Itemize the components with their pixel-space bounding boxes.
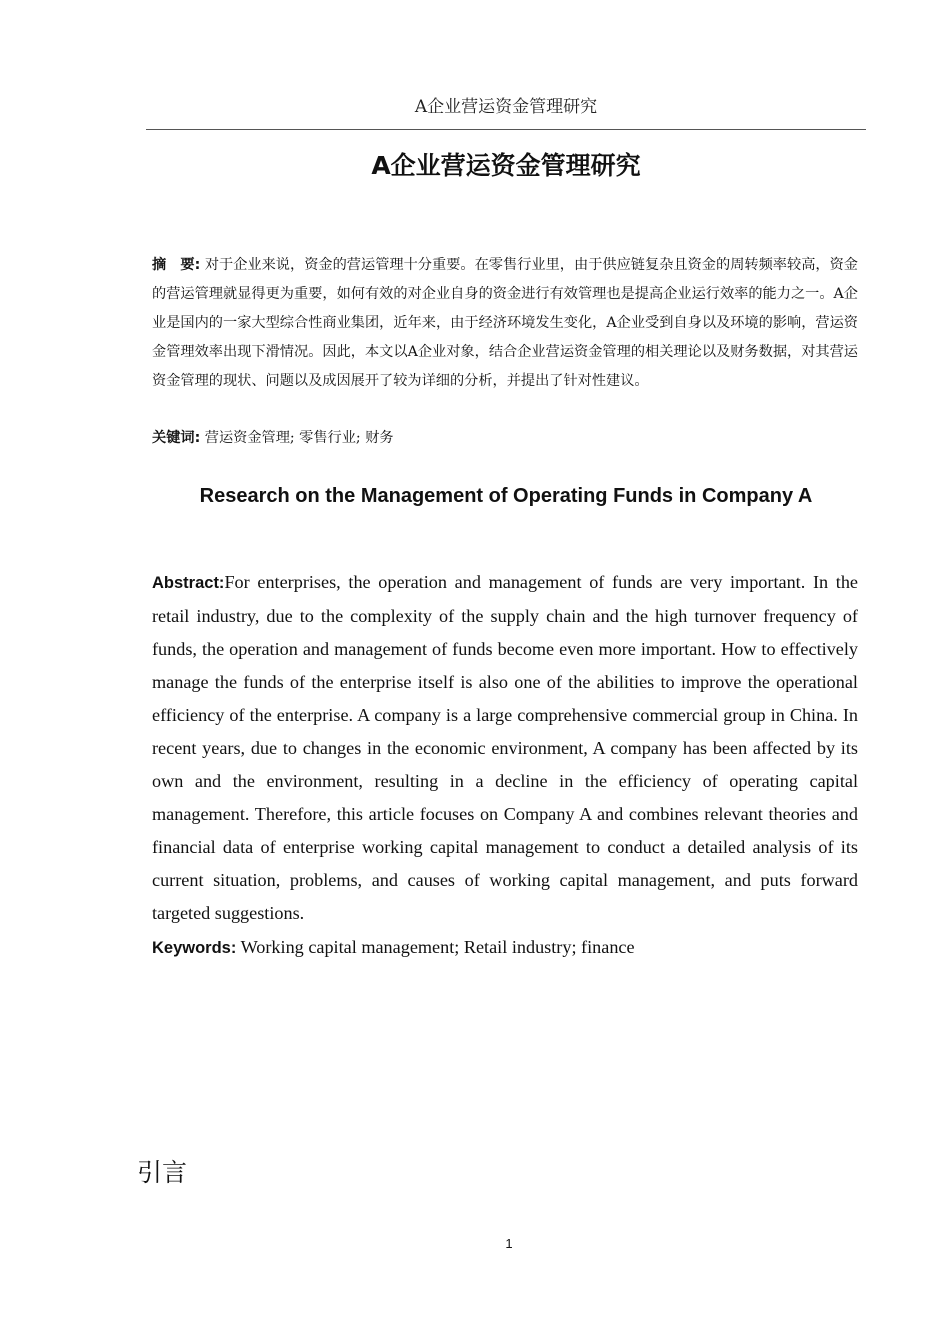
chinese-abstract-label: 摘 要: xyxy=(152,257,201,273)
chinese-keywords-label: 关键词: xyxy=(152,430,201,446)
section-heading-introduction: 引言 xyxy=(137,1158,188,1187)
chinese-keywords xyxy=(152,424,858,453)
chinese-keywords-text: 营运资金管理; 零售行业; 财务 xyxy=(204,430,394,446)
english-title: Research on the Management of Operating Funds in Company A xyxy=(199,485,813,507)
english-keywords-label: Keywords: xyxy=(152,939,237,957)
english-abstract-text: For enterprises, the operation and management of funds are very important. In the retail industry, due to the complexity of the supply chain and the high turnover frequency of funds, the operation and management of funds become even more important. How to effectively manage the funds of the enterprise itself is also one of the abilities to improve the operational efficiency of the enterprise. A company is a large comprehensive commercial group in China. In recent years, due to changes in the economic environment, A company has been affected by its own and the environment, resulting in a decline in the efficiency of operating capital management. Therefore, this article focuses on Company A and combines relevant theories and financial data of enterprise working capital management to conduct a detailed analysis of its current situation, problems, and causes of working capital management, and puts forward targeted suggestions. xyxy=(152,572,858,923)
english-keywords-text: Working capital management; Retail industry; finance xyxy=(236,937,635,957)
header-divider xyxy=(146,129,866,130)
chinese-abstract-text: 对于企业来说，资金的营运管理十分重要。在零售行业里，由于供应链复杂且资金的周转频率较高，资金的营运管理就显得更为重要，如何有效的对企业自身的资金进行有效管理也是提高企业运行效率的能力之一。A企业是国内的一家大型综合性商业集团，近年来，由于经济环境发生变化，A企业受到自身以及环境的影响，营运资金管理效率出现下滑情况。因此，本文以A企业对象，结合企业营运资金管理的相关理论以及财务数据，对其营运资金管理的现状、问题以及成因展开了较为详细的分析，并提出了针对性建议。 xyxy=(152,257,858,389)
english-keywords xyxy=(152,931,858,965)
chinese-abstract xyxy=(152,251,858,396)
chinese-title: A企业营运资金管理研究 xyxy=(371,151,641,180)
english-abstract xyxy=(152,566,858,930)
page-number: 1 xyxy=(505,1236,513,1251)
english-abstract-label: Abstract: xyxy=(152,574,225,592)
running-header: A企业营运资金管理研究 xyxy=(414,97,598,117)
